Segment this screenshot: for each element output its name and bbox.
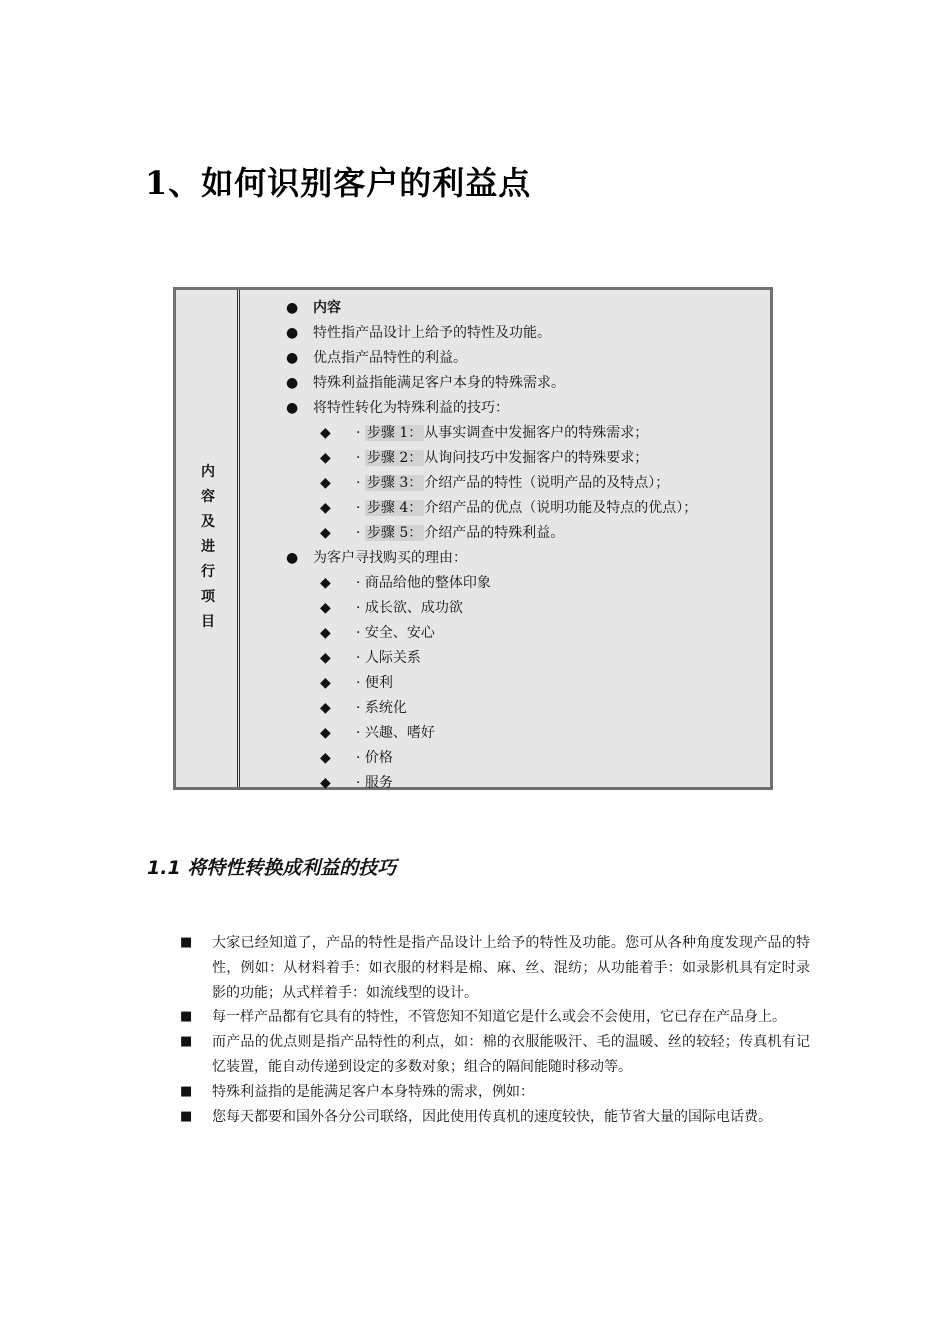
sub-bullet-item: ◆ · 兴趣、嗜好: [320, 725, 435, 741]
bullet-item: [286, 373, 697, 398]
side-label-char: 进: [201, 539, 215, 555]
bullet-item: [286, 348, 697, 373]
square-bullet-icon: ■: [180, 1083, 193, 1099]
circle-bullet-icon: ●: [286, 350, 299, 366]
diamond-bullet-icon: ◆: [320, 600, 331, 616]
page-title: 1、如何识别客户的利益点: [145, 164, 532, 202]
sub-bullet-item: ◆ · 步骤 2： 从询问技巧中发掘客户的特殊要求；: [320, 450, 649, 466]
step-label: 步骤 1：: [366, 425, 423, 441]
diamond-bullet-icon: ◆: [320, 675, 331, 691]
side-label-char: 内: [201, 464, 215, 480]
step-label: 步骤 2：: [366, 450, 423, 466]
square-bullet-icon: ■: [180, 1108, 193, 1124]
item-text: 介绍产品的优点（说明功能及特点的优点）；: [424, 500, 698, 516]
paragraph-list: [180, 931, 810, 1129]
bullet-item: [286, 398, 697, 423]
step-label: 步骤 4：: [366, 500, 423, 516]
item-text: 优点指产品特性的利益。: [313, 350, 467, 366]
diamond-bullet-icon: ◆: [320, 700, 331, 716]
item-text: 服务: [364, 775, 393, 791]
side-label-char: 项: [201, 589, 215, 605]
diamond-bullet-icon: ◆: [320, 475, 331, 491]
item-text: 成长欲、成功欲: [364, 600, 463, 616]
item-text: 便利: [364, 675, 393, 691]
circle-bullet-icon: ●: [286, 550, 299, 566]
sub-bullet-item: ◆ · 商品给他的整体印象: [320, 575, 491, 591]
paragraph-item: [180, 1005, 810, 1030]
paragraph-text: 而产品的优点则是指产品特性的利点，如：棉的衣服能吸汗、毛的温暖、丝的较轻；传真机有记忆装置，能自动传递到设定的多数对象；组合的隔间能随时移动等。: [212, 1034, 810, 1075]
paragraph-item: [180, 931, 810, 1005]
sub-bullet-item: ◆ · 价格: [320, 750, 393, 766]
item-text: 价格: [364, 750, 393, 766]
item-text: 介绍产品的特性（说明产品的及特点）；: [424, 475, 670, 491]
circle-bullet-icon: ●: [286, 400, 299, 416]
circle-bullet-icon: ●: [286, 325, 299, 341]
square-bullet-icon: ■: [180, 1009, 193, 1025]
paragraph-text: 每一样产品都有它具有的特性，不管您知不知道它是什么或会不会使用，它已存在产品身上。: [212, 1009, 786, 1026]
paragraph-item: [180, 1080, 810, 1105]
sub-bullet-item: ◆ · 步骤 3： 介绍产品的特性（说明产品的及特点）；: [320, 475, 670, 491]
sub-bullet-item: ◆ · 步骤 4： 介绍产品的优点（说明功能及特点的优点）；: [320, 500, 698, 516]
item-text: 从询问技巧中发掘客户的特殊要求；: [424, 450, 649, 466]
bullet-item: [286, 298, 697, 323]
item-text: 安全、安心: [364, 625, 435, 641]
item-text: 将特性转化为特殊利益的技巧：: [313, 400, 509, 416]
side-label: [176, 460, 240, 635]
diamond-bullet-icon: ◆: [320, 750, 331, 766]
square-bullet-icon: ■: [180, 935, 193, 950]
paragraph-text: 大家已经知道了，产品的特性是指产品设计上给予的特性及功能。您可从各种角度发现产品的特性，例如：从材料着手：如衣服的材料是棉、麻、丝、混纺；从功能着手：如录影机具有定时录影的功能；从式样着手：如流线型的设计。: [212, 935, 810, 1001]
diamond-bullet-icon: ◆: [320, 575, 331, 591]
item-text: 人际关系: [364, 650, 421, 666]
item-text: 为客户寻找购买的理由：: [313, 550, 467, 566]
sub-bullet-item: ◆ · 步骤 5： 介绍产品的特殊利益。: [320, 525, 565, 541]
diamond-bullet-icon: ◆: [320, 425, 331, 441]
side-label-char: 行: [201, 564, 215, 580]
circle-bullet-icon: ●: [286, 375, 299, 391]
item-text: 特性指产品设计上给予的特性及功能。: [313, 325, 551, 341]
item-text: 从事实调查中发掘客户的特殊需求；: [424, 425, 649, 441]
side-label-char: 目: [201, 614, 215, 630]
side-label-char: 及: [201, 514, 215, 530]
item-text: 商品给他的整体印象: [364, 575, 491, 591]
square-bullet-icon: ■: [180, 1034, 193, 1050]
bullet-item: [286, 548, 697, 573]
sub-bullet-item: ◆ · 便利: [320, 675, 393, 691]
side-label-column: [176, 290, 240, 787]
item-text: 系统化: [364, 700, 407, 716]
content-box: [173, 287, 773, 790]
paragraph-text: 您每天都要和国外各分公司联络，因此使用传真机的速度较快，能节省大量的国际电话费。: [212, 1108, 772, 1125]
item-text: 内容: [313, 300, 341, 316]
diamond-bullet-icon: ◆: [320, 625, 331, 641]
item-text: 兴趣、嗜好: [364, 725, 435, 741]
sub-bullet-item: ◆ · 安全、安心: [320, 625, 435, 641]
paragraph-item: [180, 1030, 810, 1080]
paragraph-item: [180, 1105, 810, 1130]
bullet-item: [286, 323, 697, 348]
sub-bullet-item: ◆ · 系统化: [320, 700, 407, 716]
diamond-bullet-icon: ◆: [320, 725, 331, 741]
diamond-bullet-icon: ◆: [320, 450, 331, 466]
step-label: 步骤 3：: [366, 475, 423, 491]
sub-bullet-item: ◆ · 步骤 1： 从事实调查中发掘客户的特殊需求；: [320, 425, 649, 441]
paragraph-text: 特殊利益指的是能满足客户本身特殊的需求，例如：: [212, 1083, 534, 1100]
circle-bullet-icon: ●: [286, 300, 299, 316]
section-subtitle: 1.1 将特性转换成利益的技巧: [147, 857, 397, 879]
diamond-bullet-icon: ◆: [320, 525, 331, 541]
item-text: 特殊利益指能满足客户本身的特殊需求。: [313, 375, 565, 391]
diamond-bullet-icon: ◆: [320, 650, 331, 666]
sub-bullet-item: ◆ · 人际关系: [320, 650, 421, 666]
sub-bullet-item: ◆ · 服务: [320, 775, 393, 791]
diamond-bullet-icon: ◆: [320, 500, 331, 516]
sub-bullet-item: ◆ · 成长欲、成功欲: [320, 600, 463, 616]
side-label-char: 容: [201, 489, 215, 505]
item-text: 介绍产品的特殊利益。: [424, 525, 565, 541]
content-list: [286, 298, 697, 798]
diamond-bullet-icon: ◆: [320, 775, 331, 791]
step-label: 步骤 5：: [366, 525, 423, 541]
